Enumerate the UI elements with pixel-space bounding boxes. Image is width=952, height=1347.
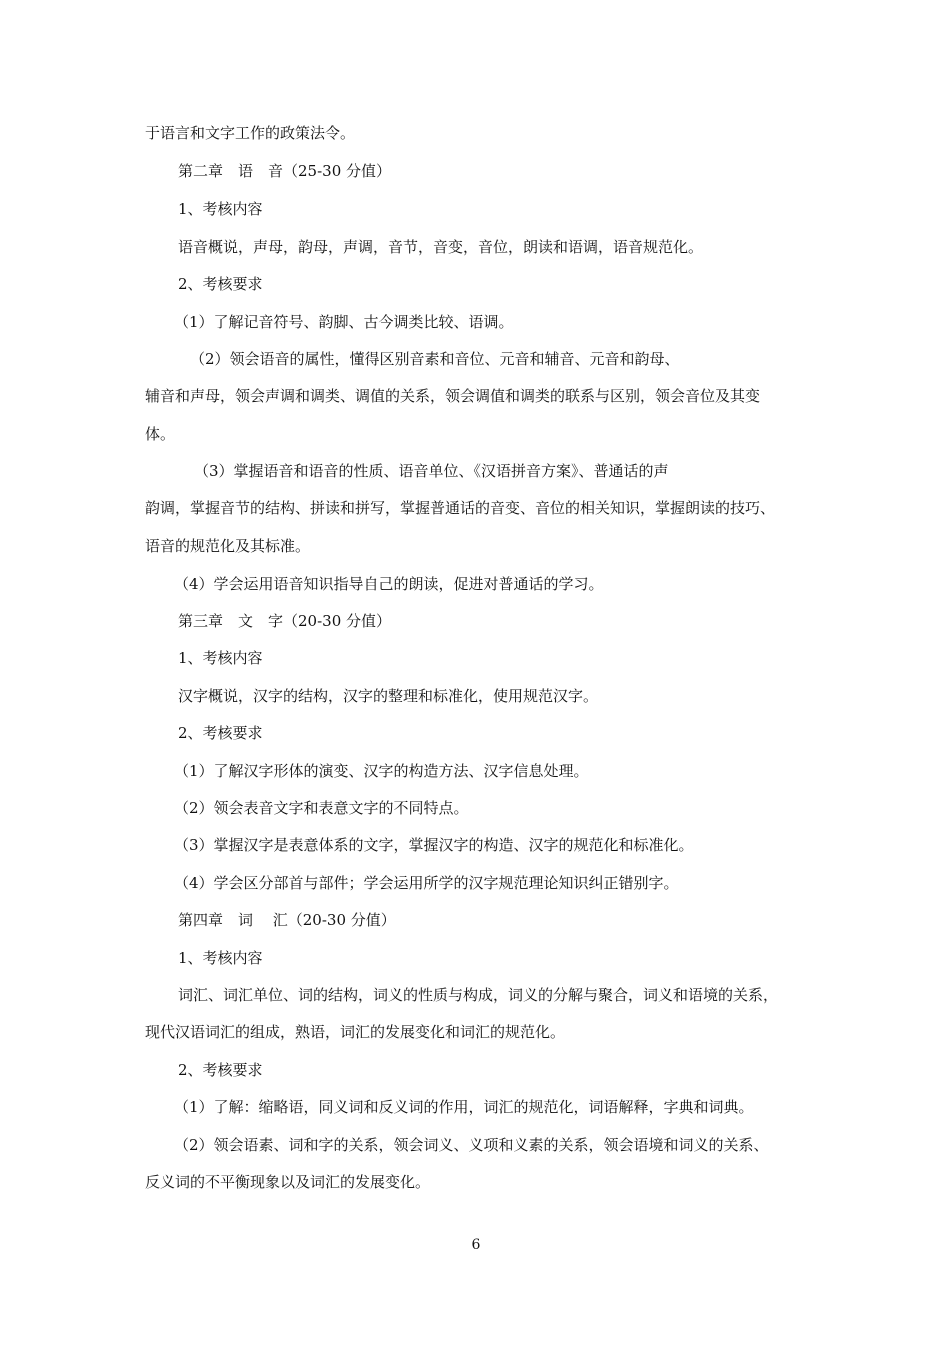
text-line: 于语言和文字工作的政策法令。 — [145, 124, 356, 142]
section-heading: 1、考核内容 — [178, 200, 263, 218]
text-line: 词汇、词汇单位、词的结构，词义的性质与构成，词义的分解与聚合，词义和语境的关系， — [178, 986, 779, 1004]
chapter-heading: 第三章 文 字（20-30 分值） — [178, 612, 392, 630]
section-heading: 1、考核内容 — [178, 649, 263, 667]
section-heading: 2、考核要求 — [178, 275, 263, 293]
list-item: （1）了解记音符号、韵脚、古今调类比较、语调。 — [174, 313, 514, 331]
chapter-heading: 第二章 语 音（25-30 分值） — [178, 162, 392, 180]
text-line: 语音概说，声母，韵母，声调，音节，音变，音位，朗读和语调，语音规范化。 — [178, 238, 704, 256]
text-line: 辅音和声母，领会声调和调类、调值的关系，领会调值和调类的联系与区别，领会音位及其变 — [145, 387, 761, 405]
list-item: （3）掌握汉字是表意体系的文字，掌握汉字的构造、汉字的规范化和标准化。 — [174, 836, 694, 854]
text-line: 体。 — [145, 425, 176, 443]
list-item: （4）学会运用语音知识指导自己的朗读，促进对普通话的学习。 — [174, 575, 604, 593]
text-line: 语音的规范化及其标准。 — [145, 537, 311, 555]
text-line: 现代汉语词汇的组成，熟语，词汇的发展变化和词汇的规范化。 — [145, 1023, 566, 1041]
list-item: （1）了解：缩略语，同义词和反义词的作用，词汇的规范化，词语解释，字典和词典。 — [174, 1098, 754, 1116]
text-line: 反义词的不平衡现象以及词汇的发展变化。 — [145, 1173, 431, 1191]
text-line: 汉字概说，汉字的结构，汉字的整理和标准化，使用规范汉字。 — [178, 687, 599, 705]
list-item: （1）了解汉字形体的演变、汉字的构造方法、汉字信息处理。 — [174, 762, 589, 780]
section-heading: 2、考核要求 — [178, 724, 263, 742]
section-heading: 1、考核内容 — [178, 949, 263, 967]
list-item: （3）掌握语音和语音的性质、语音单位、《汉语拼音方案》、普通话的声 — [194, 462, 669, 480]
list-item: （4）学会区分部首与部件；学会运用所学的汉字规范理论知识纠正错别字。 — [174, 874, 679, 892]
page-number: 6 — [471, 1237, 481, 1253]
section-heading: 2、考核要求 — [178, 1061, 263, 1079]
list-item: （2）领会表音文字和表意文字的不同特点。 — [174, 799, 469, 817]
list-item: （2）领会语音的属性，懂得区别音素和音位、元音和辅音、元音和韵母、 — [190, 350, 680, 368]
chapter-heading: 第四章 词 汇（20-30 分值） — [178, 911, 396, 929]
list-item: （2）领会语素、词和字的关系，领会词义、义项和义素的关系，领会语境和词义的关系、 — [174, 1136, 769, 1154]
text-line: 韵调，掌握音节的结构、拼读和拼写，掌握普通话的音变、音位的相关知识，掌握朗读的技巧、 — [145, 499, 776, 517]
